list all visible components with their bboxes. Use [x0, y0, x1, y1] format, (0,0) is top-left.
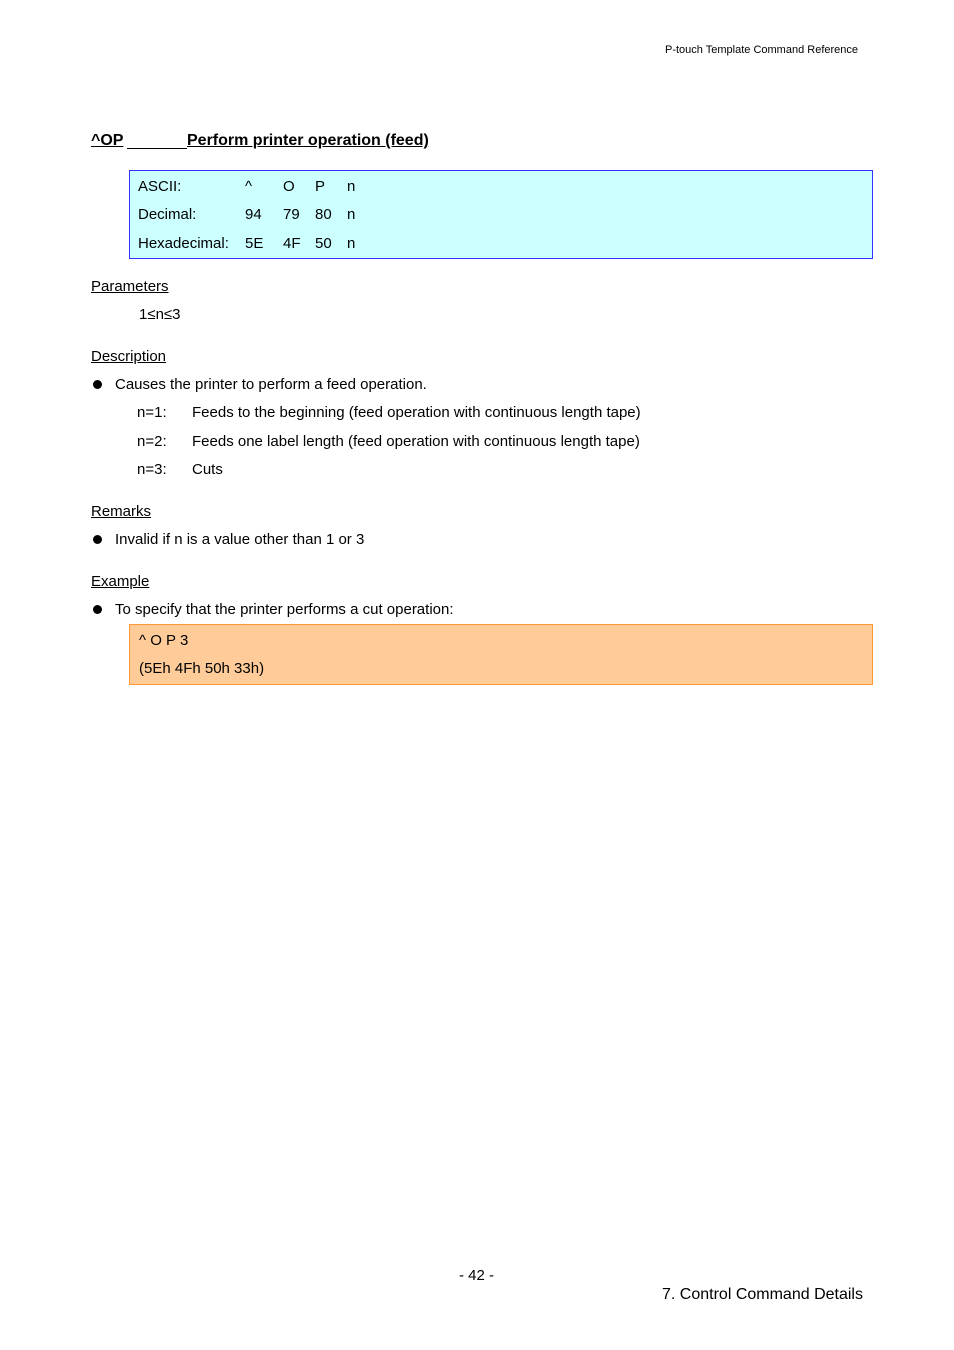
code-cell: n — [347, 206, 356, 224]
remarks-heading: Remarks — [91, 503, 152, 520]
description-item-text: Feeds one label length (feed operation with continuous length tape) — [192, 433, 640, 450]
parameters-range: 1≤n≤3 — [139, 306, 181, 323]
footer-chapter: 7. Control Command Details — [662, 1286, 863, 1303]
example-hex-line: (5Eh 4Fh 50h 33h) — [139, 660, 265, 677]
bullet-icon — [93, 380, 102, 389]
code-cell: 4F — [283, 234, 301, 252]
code-row-ascii — [138, 172, 355, 201]
code-row-label: Hexadecimal: — [138, 234, 229, 252]
code-cell: P — [315, 177, 326, 195]
code-cell: ^ — [245, 177, 253, 195]
example-bullet: To specify that the printer performs a cut operation: — [115, 601, 454, 618]
title-underline-gap — [127, 132, 187, 151]
command-code-table — [129, 170, 873, 259]
code-cell: 94 — [245, 206, 262, 224]
description-item-key: n=2: — [137, 433, 167, 450]
code-cell: 80 — [315, 206, 332, 224]
code-row-label: Decimal: — [138, 206, 197, 224]
description-item-text: Feeds to the beginning (feed operation with continuous length tape) — [192, 404, 641, 421]
description-item-text: Cuts — [192, 461, 223, 478]
example-code-box — [129, 624, 873, 685]
code-cell: O — [283, 177, 295, 195]
code-cell: n — [347, 177, 356, 195]
code-cell: 79 — [283, 206, 300, 224]
description-item-key: n=1: — [137, 404, 167, 421]
code-cell: n — [347, 234, 356, 252]
header-reference: P-touch Template Command Reference — [665, 44, 859, 56]
example-code-line: ^ O P 3 — [139, 632, 189, 649]
description-heading: Description — [91, 348, 167, 365]
parameters-heading: Parameters — [91, 278, 169, 295]
bullet-icon — [93, 605, 102, 614]
code-row-hexadecimal — [138, 229, 355, 258]
description-bullet: Causes the printer to perform a feed operation. — [115, 376, 427, 393]
code-cell: 5E — [245, 234, 264, 252]
page-number: - 42 - — [459, 1267, 495, 1284]
example-heading: Example — [91, 573, 150, 590]
code-row-label: ASCII: — [138, 177, 182, 195]
command-title: Perform printer operation (feed) — [187, 132, 429, 149]
bullet-icon — [93, 535, 102, 544]
command-code: ^OP — [91, 132, 124, 149]
code-cell: 50 — [315, 234, 332, 252]
code-row-decimal — [138, 201, 355, 230]
description-item-key: n=3: — [137, 461, 167, 478]
remarks-bullet: Invalid if n is a value other than 1 or 3 — [115, 531, 365, 548]
code-table-grid — [138, 172, 355, 258]
